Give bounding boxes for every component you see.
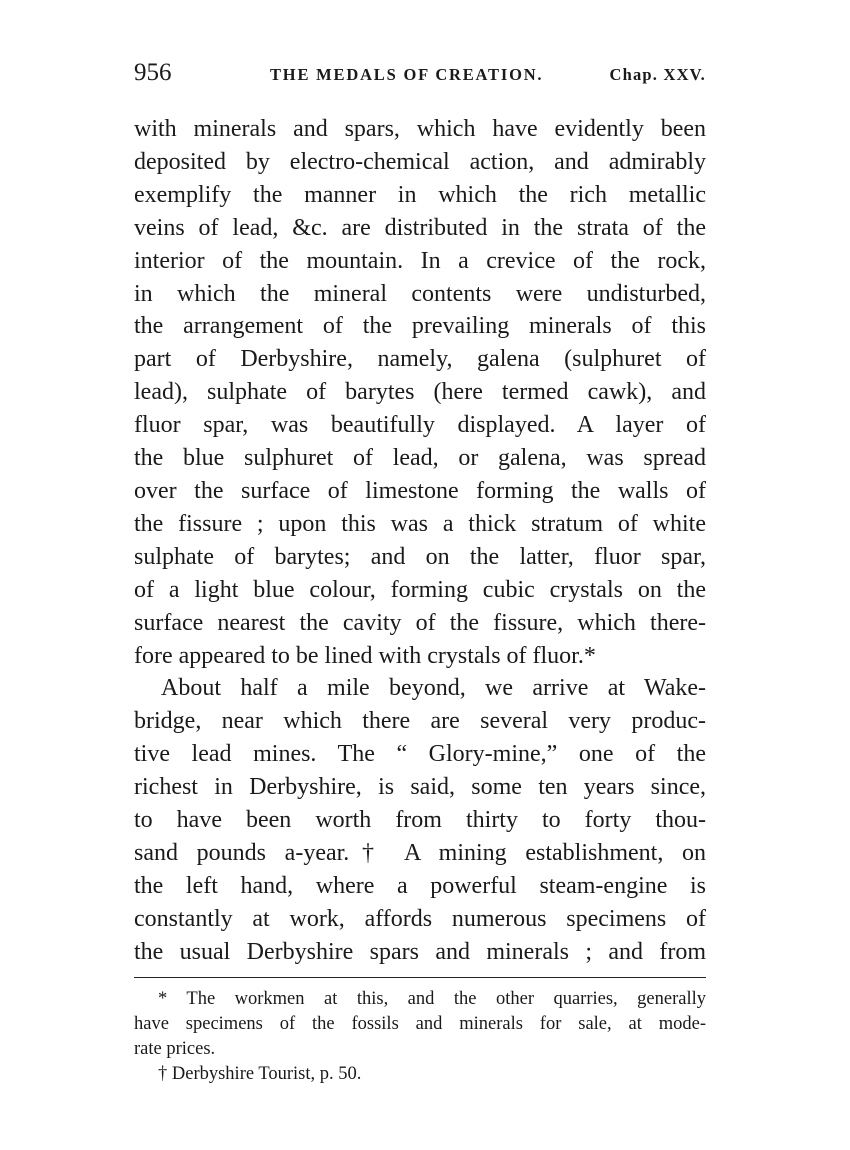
running-head	[134, 58, 706, 92]
footnote-line: * The workmen at this, and the other quarries, generally	[158, 988, 706, 1009]
body-line: constantly at work, affords numerous specimens of	[134, 905, 706, 932]
body-line: the left hand, where a powerful steam-engine is	[134, 872, 706, 899]
body-line: exemplify the manner in which the rich metallic	[134, 181, 706, 208]
footnote-line: † Derbyshire Tourist, p. 50.	[158, 1063, 362, 1084]
body-line: fluor spar, was beautifully displayed. A layer of	[134, 412, 706, 439]
body-line: part of Derbyshire, namely, galena (sulphuret of	[134, 346, 706, 373]
body-line: richest in Derbyshire, is said, some ten years since,	[134, 774, 706, 801]
body-line: with minerals and spars, which have evidently been	[134, 116, 706, 142]
body-line: bridge, near which there are several very produc-	[134, 708, 706, 735]
footnote-line: have specimens of the fossils and minerals for sale, at mode-	[134, 1013, 706, 1034]
body-line: the fissure ; upon this was a thick stratum of white	[134, 510, 706, 537]
running-title: THE MEDALS OF CREATION.	[270, 65, 544, 84]
body-line: interior of the mountain. In a crevice of the rock,	[134, 247, 706, 274]
page-number: 956	[134, 59, 172, 86]
footnote-line: rate prices.	[134, 1038, 216, 1059]
body-line: the usual Derbyshire spars and minerals ; and from	[134, 938, 706, 965]
chapter-label: Chap. XXV.	[609, 65, 706, 84]
body-line: sulphate of barytes; and on the latter, fluor spar,	[134, 543, 706, 570]
body-line: in which the mineral contents were undisturbed,	[134, 280, 706, 307]
body-line: fore appeared to be lined with crystals of fluor.*	[134, 642, 596, 669]
body-line: over the surface of limestone forming the walls of	[134, 477, 706, 504]
body-text	[134, 113, 706, 969]
body-line: of a light blue colour, forming cubic crystals on the	[134, 576, 706, 603]
body-line: About half a mile beyond, we arrive at Wake-	[161, 675, 706, 702]
body-line: to have been worth from thirty to forty thou-	[134, 807, 706, 834]
body-line: the blue sulphuret of lead, or galena, was spread	[134, 445, 706, 472]
footnotes	[134, 987, 706, 1087]
book-page	[134, 58, 706, 1087]
body-line: the arrangement of the prevailing minerals of this	[134, 313, 706, 340]
body-line: sand pounds a-year.† A mining establishment, on	[134, 839, 706, 866]
body-line: lead), sulphate of barytes (here termed cawk), and	[134, 379, 706, 406]
body-line: tive lead mines. The “ Glory-mine,” one of the	[134, 741, 706, 768]
body-line: surface nearest the cavity of the fissure, which there-	[134, 609, 706, 636]
body-line: deposited by electro-chemical action, and admirably	[134, 148, 706, 175]
body-line: veins of lead, &c. are distributed in the strata of the	[134, 214, 706, 241]
footnote-divider	[134, 977, 706, 978]
